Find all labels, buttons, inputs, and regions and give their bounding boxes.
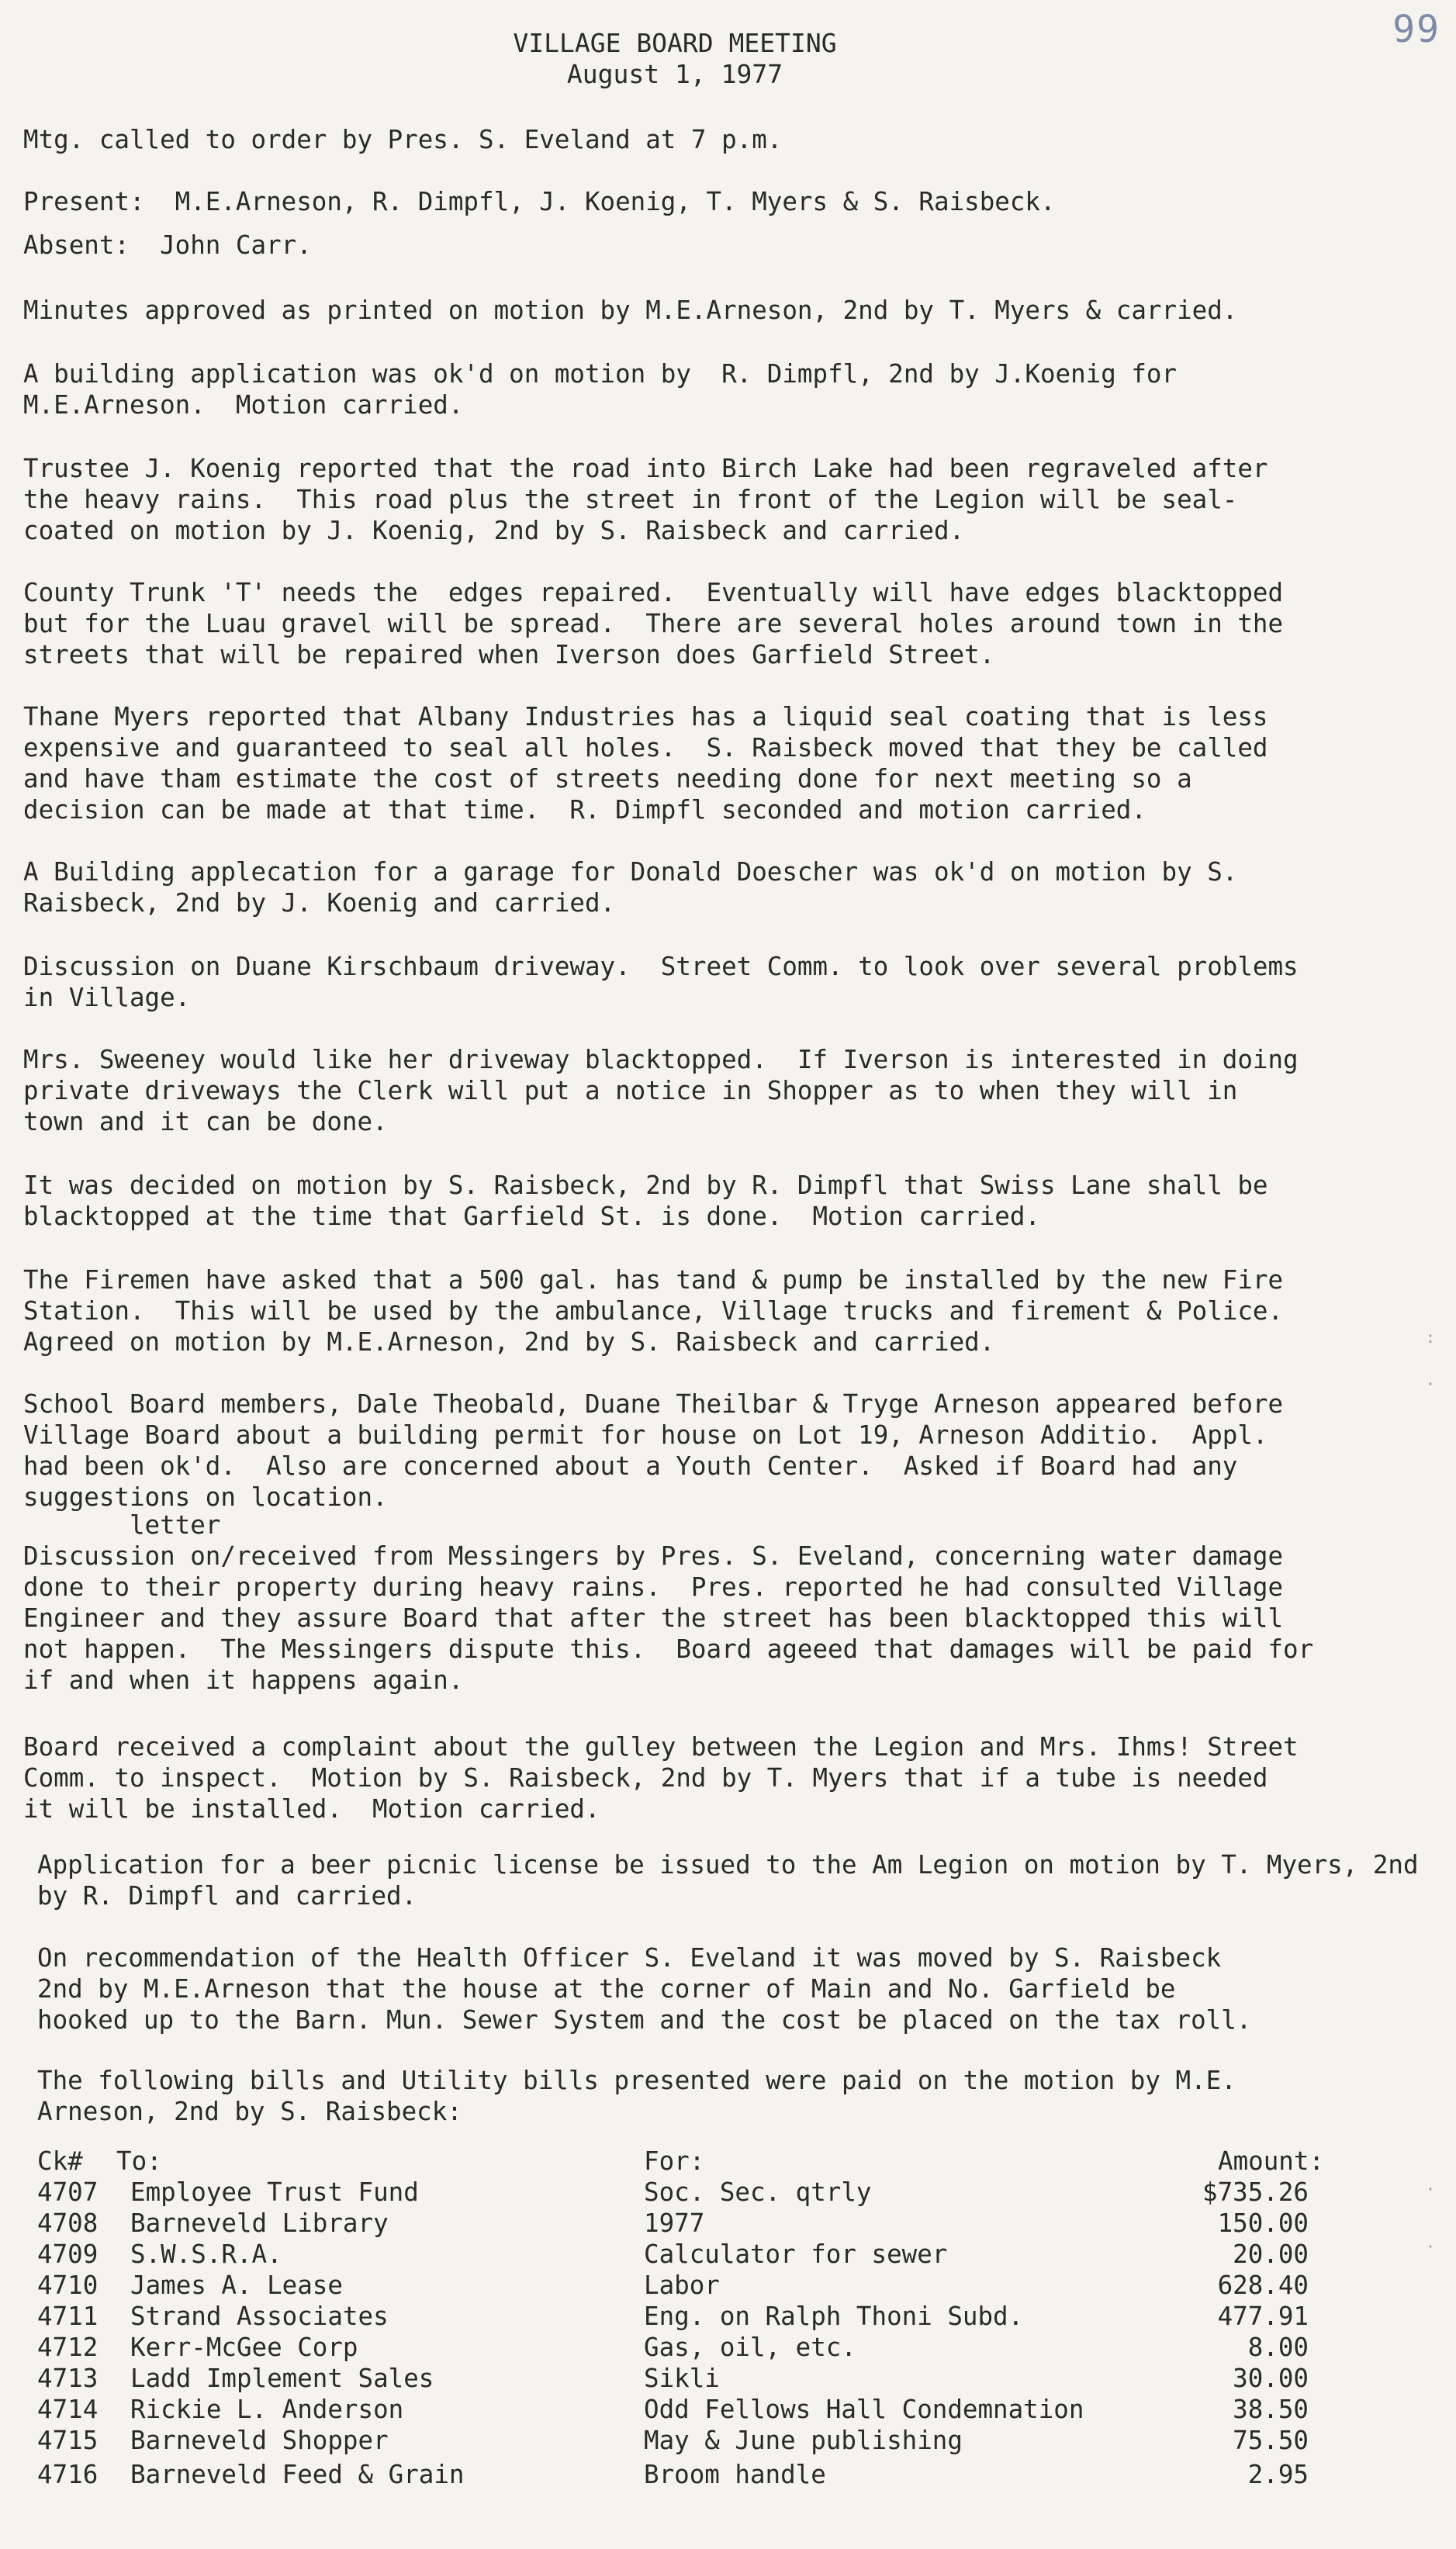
table-row: [0, 2270, 1456, 2301]
table-row: [0, 2363, 1456, 2394]
cell-amount: 2.95: [1247, 2460, 1309, 2489]
cell-purpose: Soc. Sec. qtrly: [644, 2177, 872, 2207]
column-header-amount: Amount:: [1218, 2146, 1324, 2176]
cell-purpose: May & June publishing: [644, 2426, 963, 2455]
column-header-for: For:: [644, 2146, 705, 2176]
cell-amount: 30.00: [1233, 2364, 1309, 2393]
paragraph-present: Present: M.E.Arneson, R. Dimpfl, J. Koenig, T. Myers & S. Raisbeck.: [23, 187, 1056, 216]
cell-purpose: 1977: [644, 2208, 705, 2238]
cell-payee: Kerr-McGee Corp: [130, 2333, 358, 2362]
paragraph-birch-lake-road: Trustee J. Koenig reported that the road into Birch Lake had been regraveled after the heavy rains. This road plus the street in front of the Legion will be seal- coated on motion by J. Koenig, 2nd by S. Raisbeck and carried.: [23, 454, 1268, 545]
cell-amount: 628.40: [1217, 2271, 1309, 2300]
cell-purpose: Broom handle: [644, 2460, 826, 2489]
cell-purpose: Calculator for sewer: [644, 2239, 948, 2269]
cell-check-number: 4713: [37, 2364, 99, 2393]
paragraph-seal-coating: Thane Myers reported that Albany Industries has a liquid seal coating that is less expensive and guaranteed to seal all holes. S. Raisbeck moved that they be called and have tham estimate the cost of streets needing done for next meeting so a decision can be made at that time. R. Dimpfl seconded and motion carried.: [23, 702, 1268, 825]
cell-amount: 20.00: [1233, 2239, 1309, 2269]
cell-purpose: Odd Fellows Hall Condemnation: [644, 2395, 1084, 2424]
cell-payee: Barneveld Library: [130, 2208, 389, 2238]
cell-amount: 75.50: [1233, 2426, 1309, 2455]
cell-check-number: 4707: [37, 2177, 99, 2207]
table-row: [0, 2208, 1456, 2239]
column-header-to: To:: [116, 2146, 162, 2176]
paragraph-county-trunk: County Trunk 'T' needs the edges repaired. Eventually will have edges blacktopped but for the Luau gravel will be spread. There are several holes around town in the streets that will be repaired when Iverson does Garfield Street.: [23, 578, 1284, 669]
table-row: [0, 2459, 1456, 2490]
cell-payee: S.W.S.R.A.: [130, 2239, 282, 2269]
page-number: 99: [1392, 8, 1440, 51]
paragraph-school-board: School Board members, Dale Theobald, Duane Theilbar & Tryge Arneson appeared before Village Board about a building permit for house on Lot 19, Arneson Additio. Appl. had been ok'd. Also are concerned about a Youth Center. Asked if Board had any suggestions on location.: [23, 1389, 1284, 1512]
margin-mark: ·: [1426, 1375, 1436, 1393]
paragraph-messingers: letter Discussion on/received from Messingers by Pres. S. Eveland, concerning water damage done to their property during heavy rains. Pres. reported he had consulted Village Engineer and they assure Board that after the street has been blacktopped this will not happen. The Messingers dispute this. Board ageeed that damages will be paid for if and when it happens again.: [23, 1510, 1314, 1695]
paragraph-sewer-hookup: On recommendation of the Health Officer S. Eveland it was moved by S. Raisbeck 2nd by M.E.Arneson that the house at the corner of Main and No. Garfield be hooked up to the Barn. Mun. Sewer System and the cost be placed on the tax roll.: [37, 1943, 1252, 2035]
table-row: [0, 2394, 1456, 2425]
cell-payee: James A. Lease: [130, 2271, 343, 2300]
cell-check-number: 4712: [37, 2333, 99, 2362]
paragraph-garage-application: A Building applecation for a garage for Donald Doescher was ok'd on motion by S. Raisbeck, 2nd by J. Koenig and carried.: [23, 857, 1238, 918]
cell-payee: Barneveld Feed & Grain: [130, 2460, 465, 2489]
cell-purpose: Gas, oil, etc.: [644, 2333, 856, 2362]
paragraph-building-application: A building application was ok'd on motion by R. Dimpfl, 2nd by J.Koenig for M.E.Arneson. Motion carried.: [23, 359, 1178, 420]
cell-amount: 8.00: [1247, 2333, 1309, 2362]
paragraph-driveway-discussion: Discussion on Duane Kirschbaum driveway. Street Comm. to look over several problems in Village.: [23, 952, 1299, 1012]
cell-check-number: 4709: [37, 2239, 99, 2269]
table-row: [0, 2177, 1456, 2208]
margin-mark: :: [1426, 1328, 1436, 1347]
cell-purpose: Sikli: [644, 2364, 720, 2393]
paragraph-swiss-lane: It was decided on motion by S. Raisbeck, 2nd by R. Dimpfl that Swiss Lane shall be blacktopped at the time that Garfield St. is done. Motion carried.: [23, 1171, 1268, 1231]
bills-table-header: [0, 2146, 1456, 2177]
margin-mark: ·: [1426, 2237, 1436, 2256]
cell-check-number: 4710: [37, 2271, 99, 2300]
cell-payee: Barneveld Shopper: [130, 2426, 389, 2455]
meeting-date: August 1, 1977: [566, 59, 783, 89]
cell-payee: Ladd Implement Sales: [130, 2364, 434, 2393]
table-row: [0, 2332, 1456, 2363]
cell-purpose: Labor: [644, 2271, 720, 2300]
paragraph-sweeney-driveway: Mrs. Sweeney would like her driveway blacktopped. If Iverson is interested in doing private driveways the Clerk will put a notice in Shopper as to when they will in town and it can be done.: [23, 1045, 1299, 1136]
table-row: [0, 2301, 1456, 2332]
cell-check-number: 4715: [37, 2426, 99, 2455]
cell-payee: Rickie L. Anderson: [130, 2395, 404, 2424]
cell-amount: $735.26: [1202, 2177, 1309, 2207]
cell-amount: 150.00: [1217, 2208, 1309, 2238]
cell-check-number: 4714: [37, 2395, 99, 2424]
paragraph-absent: Absent: John Carr.: [23, 230, 312, 260]
paragraph-call-to-order: Mtg. called to order by Pres. S. Eveland at 7 p.m.: [23, 125, 783, 154]
paragraph-bills-intro: The following bills and Utility bills presented were paid on the motion by M.E. Arneson, 2nd by S. Raisbeck:: [37, 2066, 1236, 2126]
table-row: [0, 2425, 1456, 2456]
cell-payee: Strand Associates: [130, 2302, 389, 2331]
cell-check-number: 4716: [37, 2460, 99, 2489]
paragraph-gulley-complaint: Board received a complaint about the gulley between the Legion and Mrs. Ihms! Street Comm. to inspect. Motion by S. Raisbeck, 2nd by T. Myers that if a tube is needed it will be installed. Motion carried.: [23, 1732, 1299, 1824]
column-header-ck: Ck#: [37, 2146, 83, 2176]
cell-purpose: Eng. on Ralph Thoni Subd.: [644, 2302, 1024, 2331]
paragraph-beer-license: Application for a beer picnic license be issued to the Am Legion on motion by T. Myers, 2nd by R. Dimpfl and carried.: [37, 1850, 1419, 1911]
cell-payee: Employee Trust Fund: [130, 2177, 419, 2207]
margin-mark: ·: [1426, 2180, 1436, 2198]
page-title: VILLAGE BOARD MEETING: [513, 28, 837, 58]
table-row: [0, 2239, 1456, 2270]
cell-check-number: 4708: [37, 2208, 99, 2238]
cell-amount: 477.91: [1217, 2302, 1309, 2331]
cell-check-number: 4711: [37, 2302, 99, 2331]
paragraph-minutes: Minutes approved as printed on motion by M.E.Arneson, 2nd by T. Myers & carried.: [23, 296, 1238, 325]
cell-amount: 38.50: [1233, 2395, 1309, 2424]
paragraph-firemen: The Firemen have asked that a 500 gal. has tand & pump be installed by the new Fire Station. This will be used by the ambulance, Village trucks and firement & Police. Agreed on motion by M.E.Arneson, 2nd by S. Raisbeck and carried.: [23, 1265, 1284, 1357]
